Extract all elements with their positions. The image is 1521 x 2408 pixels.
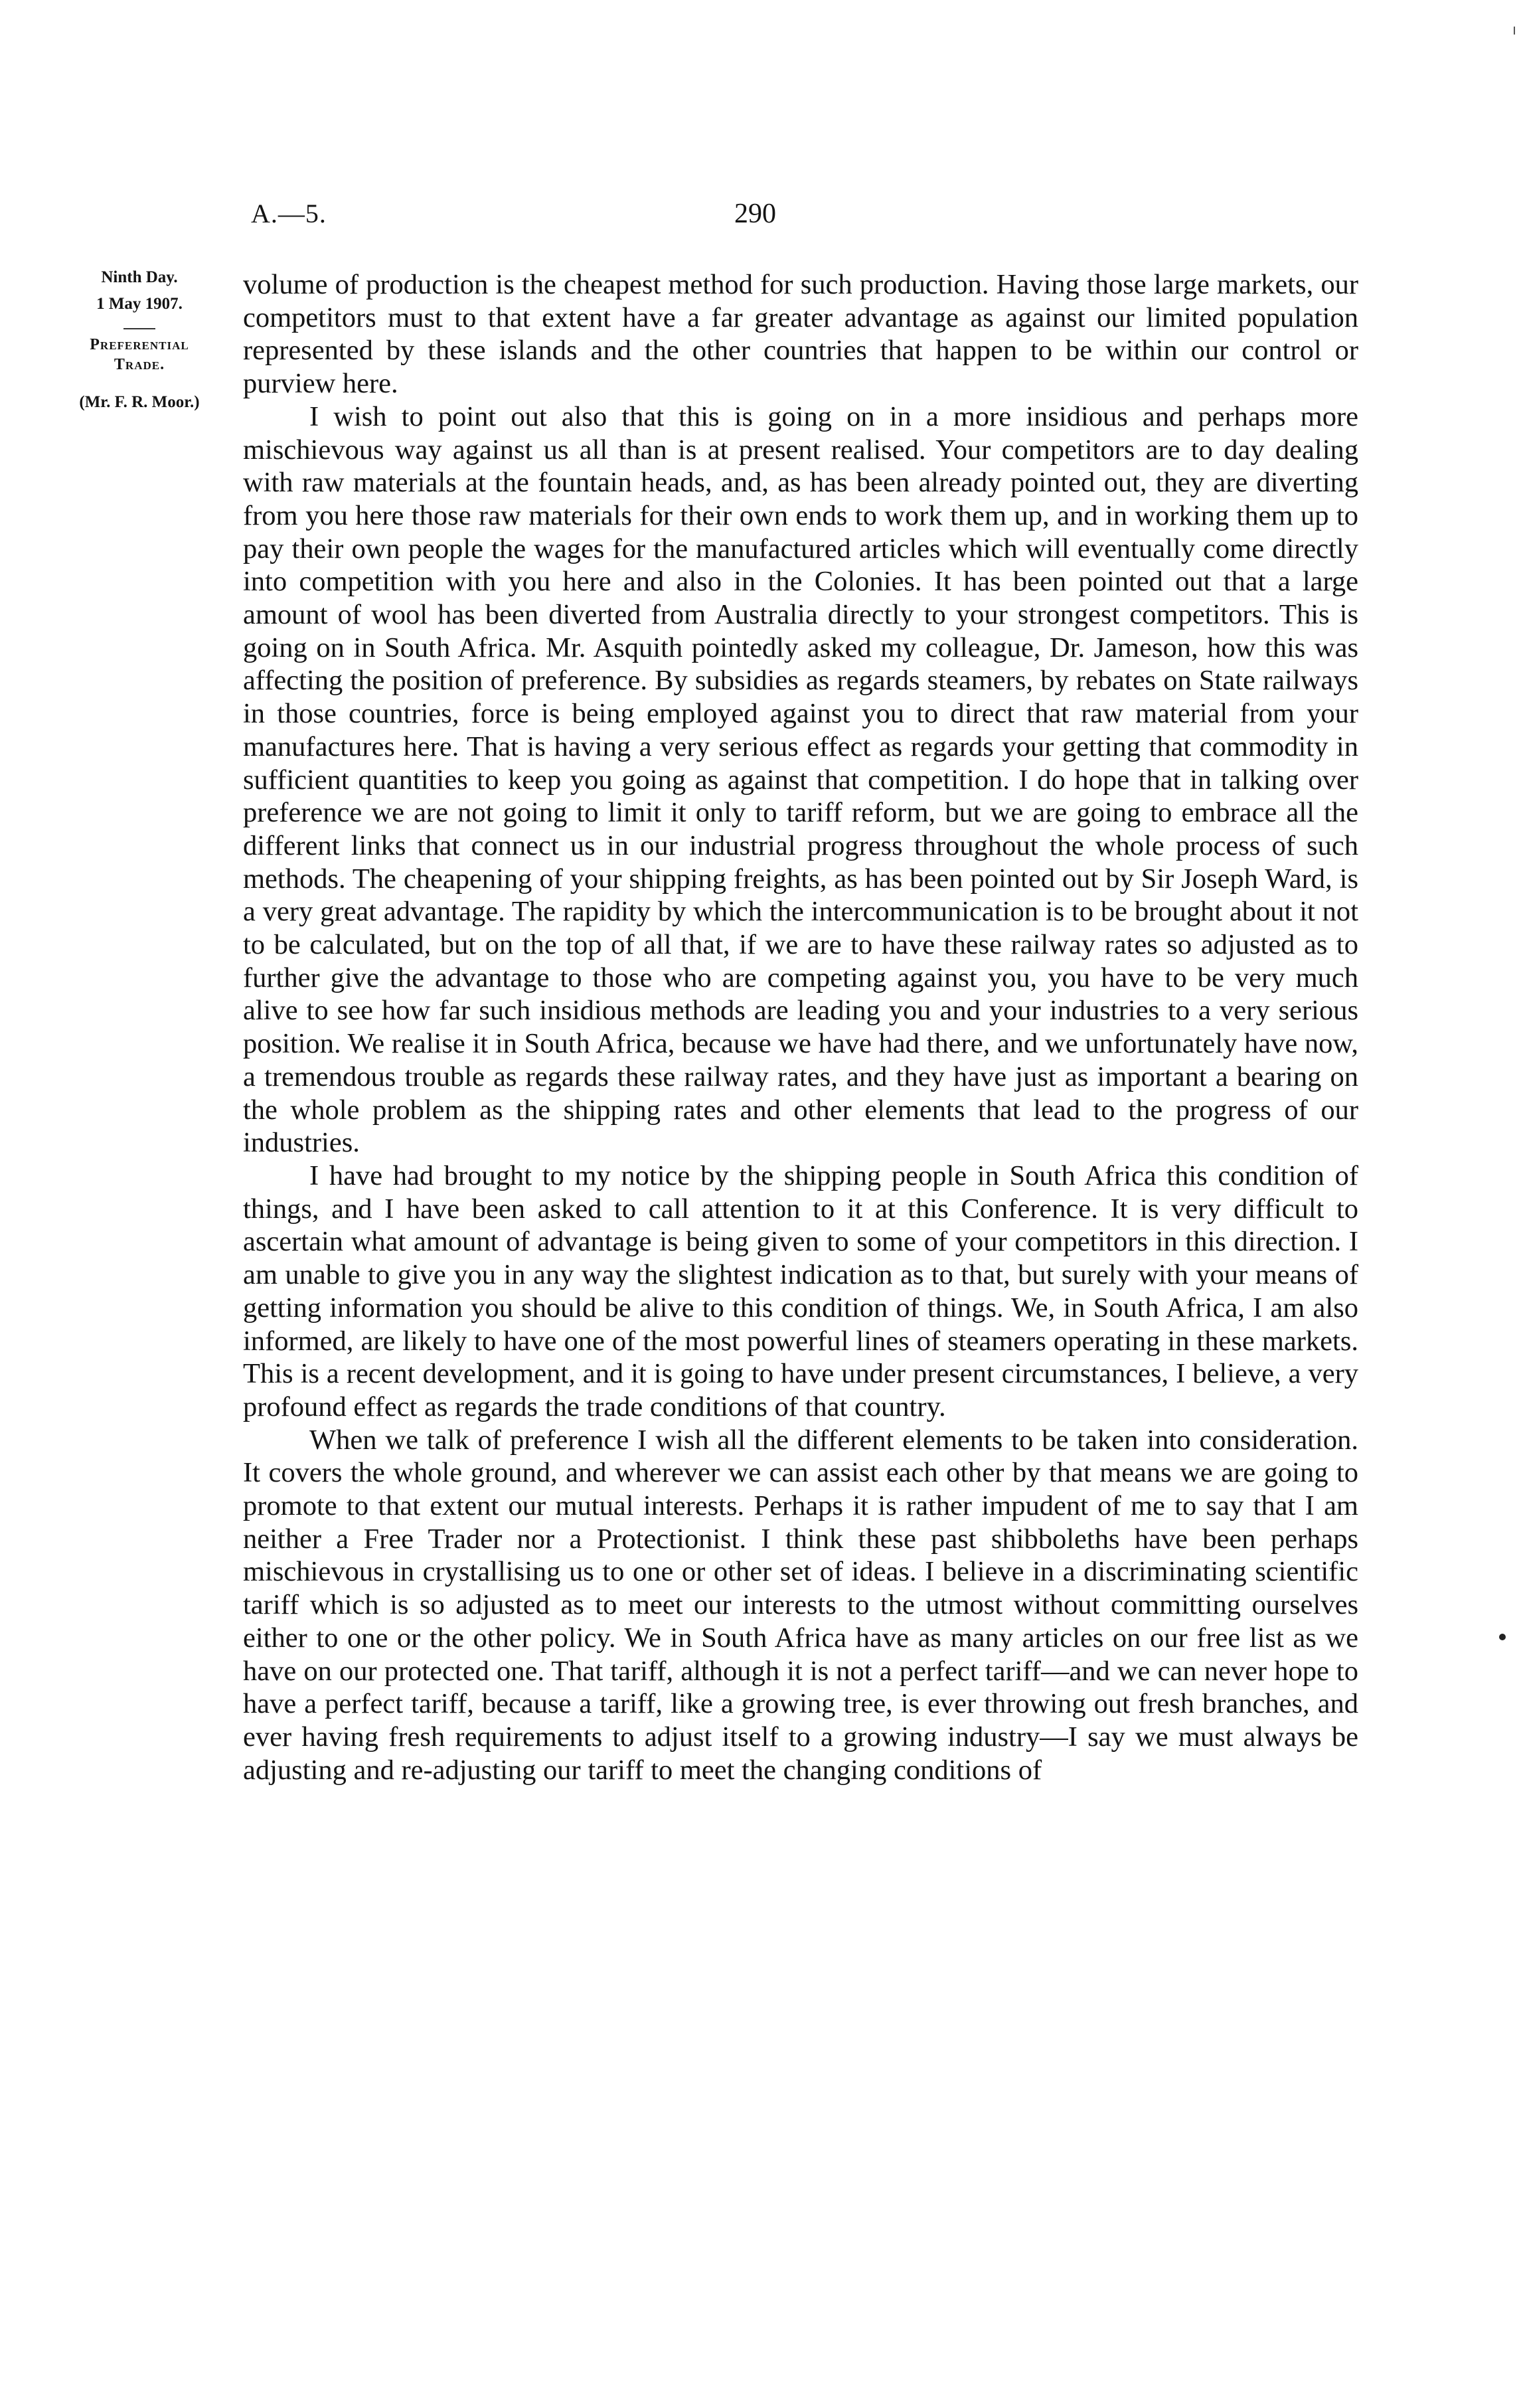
scan-mark — [1514, 27, 1515, 35]
paragraph: When we talk of preference I wish all the different elements to be taken into consideration. It covers the whole ground, and wherever we can assist each other by that means we are going to promote to that extent our mutual interests. Perhaps it is rather impudent of me to say that I am neither a Free Trader nor a Protectionist. I think these past shibboleths have been perhaps mischievous in crystallising us to one or other set of ideas. I believe in a discriminating scientific tariff which is so adjusted as to meet our interests to the utmost without committing ourselves either to one or the other policy. We in South Africa have as many articles on our free list as we have on our protected one. That tariff, although it is not a perfect tariff—and we can never hope to have a perfect tariff, because a tariff, like a growing tree, is ever throwing out fresh branches, and ever having fresh requirements to adjust itself to a growing industry—I say we must always be adjusting and re-adjusting our tariff to meet the changing conditions of — [243, 1424, 1358, 1786]
margin-date: 1 May 1907. — [96, 295, 183, 313]
margin-day: Ninth Day. — [101, 268, 178, 286]
margin-speaker: (Mr. F. R. Moor.) — [79, 393, 200, 411]
body-text — [243, 268, 1358, 1786]
margin-topic-line2: Trade. — [114, 356, 165, 373]
paragraph-continued: volume of production is the cheapest method for such production. Having those large markets, our competitors must to that extent have a far greater advantage as against our limited population represented by these islands and the other countries that happen to be within our control or purview here. — [243, 269, 1358, 400]
margin-topic-line1: Preferential — [90, 336, 189, 353]
margin-rule — [123, 328, 155, 329]
margin-notes — [40, 264, 239, 416]
page-number: 290 — [734, 199, 776, 229]
paragraph: I have had brought to my notice by the shipping people in South Africa this condition of things, and I have been asked to call attention to it at this Conference. It is very difficult to ascertain what amount of advantage is being given to some of your competitors in this direction. I am unable to give you in any way the slightest indication as to that, but surely with your means of getting information you should be alive to this condition of things. We, in South Africa, I am also informed, are likely to have one of the most powerful lines of steamers operating in these markets. This is a recent development, and it is going to have under present circumstances, I believe, a very profound effect as regards the trade conditions of that country. — [243, 1160, 1358, 1422]
paragraph: I wish to point out also that this is going on in a more insidious and perhaps more mischievous way against us all than is at present realised. Your competitors are to day dealing with raw materials at the fountain heads, and, as has been already pointed out, they are diverting from you here those raw materials for their own ends to work them up, and in working them up to pay their own people the wages for the manufactured articles which will eventually come directly into competition with you here and also in the Colonies. It has been pointed out that a large amount of wool has been diverted from Australia directly to your strongest competitors. This is going on in South Africa. Mr. Asquith pointedly asked my colleague, Dr. Jameson, how this was affecting the position of preference. By subsidies as regards steamers, by rebates on State railways in those countries, force is being employed against you to direct that raw material from your manufactures here. That is having a very serious effect as regards your getting that commodity in sufficient quantities to keep you going as against that competition. I do hope that in talking over preference we are not going to limit it only to tariff reform, but we are going to embrace all the different links that connect us in our industrial progress throughout the whole process of such methods. The cheapening of your shipping freights, as has been pointed out by Sir Joseph Ward, is a very great advantage. The rapidity by which the intercommunication is to be brought about it not to be calculated, but on the top of all that, if we are to have these railway rates so adjusted as to further give the advantage to those who are competing against you, you have to be very much alive to see how far such insidious methods are leading you and your industries to a very serious position. We realise it in South Africa, because we have had there, and we unfortunately have now, a tremendous trouble as regards these railway rates, and they have just as important a bearing on the whole problem as the shipping rates and other elements that lead to the progress of our industries. — [243, 400, 1358, 1159]
margin-dot — [1499, 1634, 1506, 1640]
document-reference: A.—5. — [251, 199, 327, 228]
